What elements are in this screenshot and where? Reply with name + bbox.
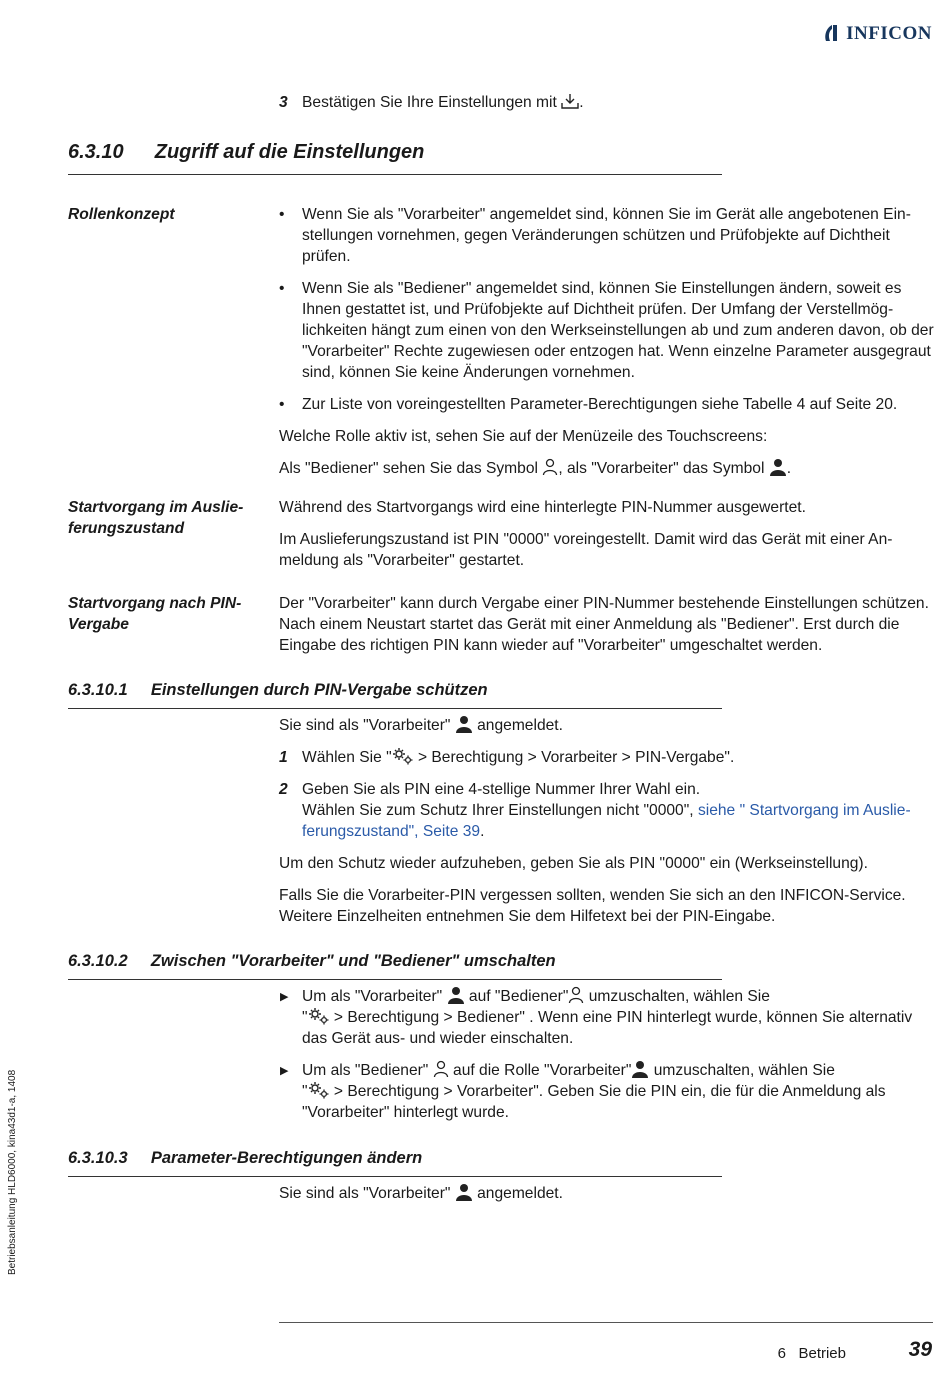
step-2 (279, 779, 934, 842)
section-6-3-10-3-body (279, 1183, 934, 1215)
role-symbol-paragraph (279, 458, 934, 479)
section-heading-6-3-10-3 (68, 1148, 422, 1169)
text-fragment: , als "Vorarbeiter" das Symbol (558, 460, 765, 477)
page-number: 39 (908, 1338, 932, 1361)
paragraph: Im Auslieferungszustand ist PIN "0000" voreingestellt. Damit wird das Gerät mit einer An-meldung als "Vorarbeiter" gestartet. (279, 531, 893, 569)
step-number: 2 (279, 781, 288, 798)
startvorgang-pin-body (279, 593, 934, 667)
section-heading-6-3-10 (68, 142, 424, 163)
paragraph: Der "Vorarbeiter" kann durch Vergabe einer PIN-Nummer bestehende Einstellungen schützen. Nach einem Neustart startet das Gerät mit einer Anmeldung als "Bediener". Erst durch die Eingabe des richtigen PIN kann wieder auf "Vorarbeiter" umgeschaltet werden. (279, 595, 929, 654)
text-fragment: angemeldet. (477, 1185, 563, 1202)
settings-gears-icon (308, 1007, 330, 1025)
vorarbeiter-user-filled-icon (769, 458, 787, 476)
bediener-user-outline-icon (433, 1060, 449, 1078)
text-fragment: . (480, 823, 485, 840)
text-fragment: Geben Sie als PIN eine 4-stellige Nummer Ihrer Wahl ein. (302, 781, 701, 798)
cross-reference-link[interactable]: siehe " Startvorgang im Auslie-ferungszustand", Seite 39 (302, 802, 911, 840)
action-item (279, 986, 934, 1049)
logo-text: INFICON (846, 22, 932, 44)
vorarbeiter-user-filled-icon (631, 1060, 649, 1078)
text-fragment: Wählen Sie " (302, 749, 392, 766)
bediener-user-outline-icon (542, 458, 558, 476)
download-icon (561, 93, 579, 110)
section-heading-6-3-10-2 (68, 951, 556, 972)
footer-chapter: 6 Betrieb (777, 1345, 846, 1362)
section-number: 6.3.10 (68, 141, 124, 163)
startvorgang-auslieferung-body (279, 497, 934, 582)
section-6-3-10-2-body (279, 986, 934, 1134)
logo-mark-icon (823, 22, 843, 44)
vorarbeiter-user-filled-icon (455, 1183, 473, 1201)
footer-rule (279, 1322, 933, 1323)
text-fragment: Wählen Sie zum Schutz Ihrer Einstellungen nicht "0000", (302, 802, 694, 819)
section-number: 6.3.10.1 (68, 681, 128, 699)
section-title: Zugriff auf die Einstellungen (154, 141, 425, 163)
bullet-item: • Wenn Sie als "Bediener" angemeldet sind, können Sie Einstellungen ändern, soweit es Ihnen gestattet ist, und Prüfobjekte auf Dichtheit prüfen. Der Umfang der Verstellmög-lichkeiten hängt zum einen von den Werkseinstellungen ab und zum anderen davon, ob der "Vorarbeiter" Rechte zugewiesen oder entzogen hat. Wenn einzelne Parameter ausgegraut sind, können Sie keine Änderungen vornehmen. (279, 278, 934, 383)
text-fragment: umzuschalten, wählen Sie (653, 1062, 835, 1079)
step-text: Bestätigen Sie Ihre Einstellungen mit (302, 94, 557, 111)
vorarbeiter-user-filled-icon (447, 986, 465, 1004)
text-fragment: Um als "Vorarbeiter" (302, 988, 443, 1005)
step-number: 1 (279, 749, 288, 766)
settings-gears-icon (308, 1081, 330, 1099)
heading-rule (68, 174, 722, 175)
text-fragment: > Berechtigung > Vorarbeiter > PIN-Vergabe". (417, 749, 735, 766)
text-fragment: > Berechtigung > Bediener" . Wenn eine PIN hinterlegt wurde, können Sie alternativ das Gerät aus- und wieder einschalten. (302, 1009, 913, 1047)
text-fragment: umzuschalten, wählen Sie (588, 988, 770, 1005)
precondition (279, 1183, 934, 1204)
text-fragment: angemeldet. (477, 717, 563, 734)
section-6-3-10-1-body (279, 715, 934, 938)
heading-rule (68, 1176, 722, 1177)
paragraph: Falls Sie die Vorarbeiter-PIN vergessen sollten, wenden Sie sich an den INFICON-Service. Weitere Einzelheiten entnehmen Sie dem Hilfetext bei der PIN-Eingabe. (279, 887, 906, 925)
vorarbeiter-user-filled-icon (455, 715, 473, 733)
text-fragment: Als "Bediener" sehen Sie das Symbol (279, 460, 538, 477)
document-id: Betriebsanleitung HLD6000, kina43d1-a, 1408 (7, 1069, 18, 1275)
text-fragment: auf die Rolle "Vorarbeiter" (453, 1062, 632, 1079)
text-fragment: > Berechtigung > Vorarbeiter". Geben Sie die PIN ein, die für die Anmeldung als "Vorarbeiter" hinterlegt wurde. (302, 1083, 886, 1121)
paragraph: Während des Startvorgangs wird eine hinterlegte PIN-Nummer ausgewertet. (279, 499, 806, 516)
bullet-item: • Wenn Sie als "Vorarbeiter" angemeldet sind, können Sie im Gerät alle angebotenen Ein-stellungen vornehmen, gegen Veränderungen schützen und Prüfobjekte auf Dichtheit prüfen. (279, 204, 934, 267)
role-paragraph: Welche Rolle aktiv ist, sehen Sie auf der Menüzeile des Touchscreens: (279, 428, 768, 445)
precondition (279, 715, 934, 736)
section-title: Parameter-Berechtigungen ändern (150, 1149, 423, 1167)
inficon-logo (823, 22, 932, 44)
settings-gears-icon (392, 747, 414, 765)
text-fragment: Sie sind als "Vorarbeiter" (279, 717, 451, 734)
rollenkonzept-body (279, 204, 934, 490)
text-fragment: " (302, 1083, 308, 1100)
side-label-startvorgang-auslieferung: Startvorgang im Auslie-ferungszustand (68, 499, 244, 537)
side-label-rollenkonzept: Rollenkonzept (68, 206, 175, 223)
step-number: 3 (279, 94, 288, 111)
section-number: 6.3.10.2 (68, 952, 128, 970)
section-title: Einstellungen durch PIN-Vergabe schützen (150, 681, 488, 699)
bullet-item: • Zur Liste von voreingestellten Parameter-Berechtigungen siehe Tabelle 4 auf Seite 20. (279, 394, 934, 415)
step-1 (279, 747, 934, 768)
text-fragment: auf "Bediener" (468, 988, 569, 1005)
text-fragment: " (302, 1009, 308, 1026)
section-title: Zwischen "Vorarbeiter" und "Bediener" umschalten (150, 952, 556, 970)
action-item (279, 1060, 934, 1123)
intro-step (279, 92, 934, 113)
heading-rule (68, 979, 722, 980)
text-fragment: Um als "Bediener" (302, 1062, 429, 1079)
text-fragment: . (786, 460, 792, 477)
section-heading-6-3-10-1 (68, 680, 488, 701)
bediener-user-outline-icon (568, 986, 584, 1004)
section-number: 6.3.10.3 (68, 1149, 128, 1167)
step-text-end: . (579, 94, 584, 111)
side-label-startvorgang-pin: Startvorgang nach PIN-Vergabe (68, 595, 242, 633)
text-fragment: Sie sind als "Vorarbeiter" (279, 1185, 451, 1202)
heading-rule (68, 708, 722, 709)
paragraph: Um den Schutz wieder aufzuheben, geben Sie als PIN "0000" ein (Werkseinstellung). (279, 855, 868, 872)
